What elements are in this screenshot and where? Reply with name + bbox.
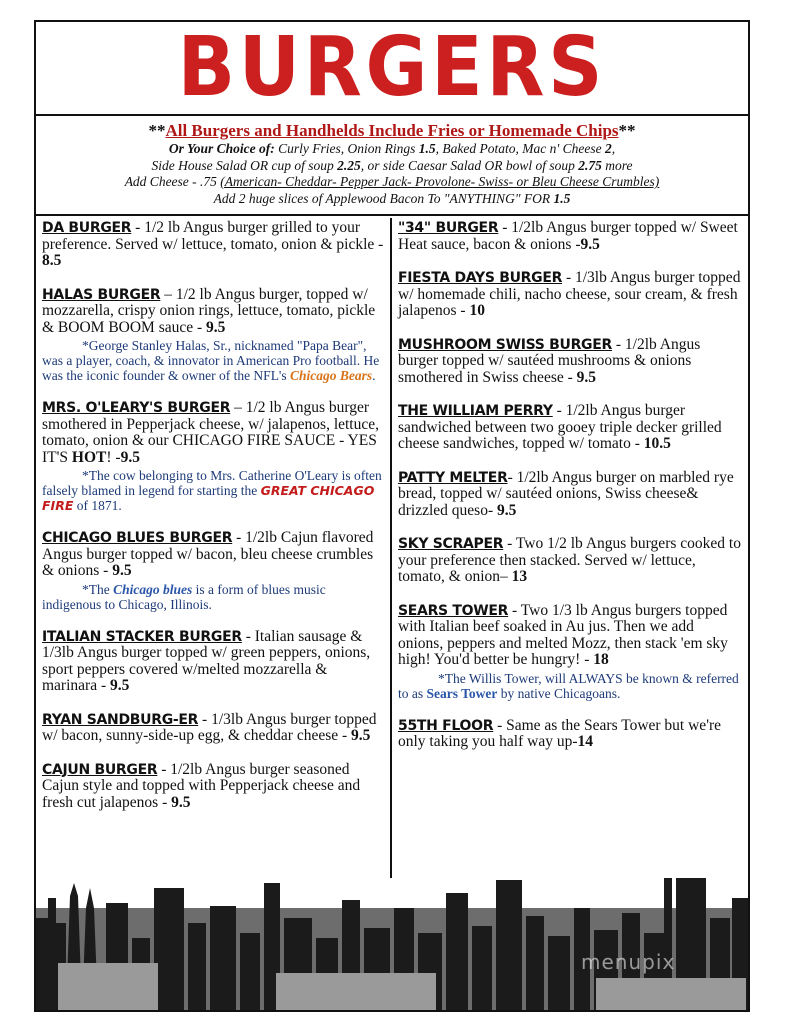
item-note: *The Chicago blues is a form of blues music indigenous to Chicago, Illinois. xyxy=(42,581,326,612)
info-headline: **All Burgers and Handhelds Include Fries or Homemade Chips** xyxy=(148,121,636,140)
menu-item-italian-stacker-burger: ITALIAN STACKER BURGER - Italian sausage & 1/3lb Angus burger topped w/ green peppers, onions, sport peppers covered w/melted mozzarella & marinara - 9.5 xyxy=(42,627,371,694)
watermark: menupix xyxy=(581,950,676,974)
city-skyline-image xyxy=(36,878,748,1010)
menu-item-34-burger: "34" BURGER - 1/2lb Angus burger topped w/ Sweet Heat sauce, bacon & onions -9.5 xyxy=(398,219,738,253)
menu-frame xyxy=(34,20,750,1012)
column-divider xyxy=(390,218,392,903)
info-line-4: Add 2 huge slices of Applewood Bacon To "ANYTHING" FOR 1.5 xyxy=(213,190,571,206)
menu-item-55th-floor: 55TH FLOOR - Same as the Sears Tower but we're only taking you half way up-14 xyxy=(398,716,722,750)
menu-item-cajun-burger: CAJUN BURGER - 1/2lb Angus burger seasoned Cajun style and topped with Pepperjack cheese and fresh cut jalapenos - 9.5 xyxy=(42,760,361,811)
item-note: *George Stanley Halas, Sr., nicknamed "Papa Bear", was a player, coach, & innovator in American Pro football. He was the iconic founder & owner of the NFL's Chicago Bears. xyxy=(42,338,380,383)
title-box xyxy=(36,22,748,116)
menu-item-ryan-sandburg-er: RYAN SANDBURG-ER - 1/3lb Angus burger topped w/ bacon, sunny-side-up egg, & cheddar cheese - 9.5 xyxy=(42,710,377,744)
menu-item-da-burger: DA BURGER - 1/2 lb Angus burger grilled to your preference. Served w/ lettuce, tomato, onion & pickle - 8.5 xyxy=(42,219,384,269)
menu-item-patty-melter: PATTY MELTER- 1/2lb Angus burger on marbled rye bread, topped w/ sautéed onions, Swiss cheese& drizzled queso- 9.5 xyxy=(398,468,734,519)
item-note: *The cow belonging to Mrs. Catherine O'Leary is often falsely blamed in legend for starting the GREAT CHICAGO FIRE of 1871. xyxy=(42,468,382,513)
info-block xyxy=(36,120,748,207)
info-line-3: Add Cheese - .75 (American- Cheddar- Pepper Jack- Provolone- Swiss- or Bleu Cheese Crumbles) xyxy=(124,174,660,189)
info-line-1: Or Your Choice of: Curly Fries, Onion Rings 1.5, Baked Potato, Mac n' Cheese 2, xyxy=(168,141,616,156)
left-column xyxy=(42,220,386,828)
menu-item-sears-tower: SEARS TOWER - Two 1/3 lb Angus burgers topped with Italian beef soaked in Au jus. Then we add onions, peppers and melted Mozz, then stack 'em sky high! You'd better be hungry! - 18 *The Willis Tower, will ALWAYS be known & referred to as Sears Tower by native Chicagoans. xyxy=(398,603,742,701)
info-line-2: Side House Salad OR cup of soup 2.25, or side Caesar Salad OR bowl of soup 2.75 more xyxy=(151,157,633,173)
menu-item-chicago-blues-burger: CHICAGO BLUES BURGER - 1/2lb Cajun flavored Angus burger topped w/ bacon, bleu cheese crumbles & onions - 9.5 *The Chicago blues is a form of blues music indigenous to Chicago, Illinois. xyxy=(42,530,386,612)
menu-item-sky-scraper: SKY SCRAPER - Two 1/2 lb Angus burgers cooked to your preference then stacked. Served w/ lettuce, tomato, & onion– 13 xyxy=(398,535,741,585)
page-title: BURGERS xyxy=(177,20,607,115)
menu-item-halas-burger: HALAS BURGER – 1/2 lb Angus burger, topped w/ mozzarella, crispy onion rings, lettuce, tomato, pickle & BOOM BOOM sauce - 9.5 *George Stanley Halas, Sr., nicknamed "Papa Bear", was a player, coach, & innovator in American Pro football. He was the iconic founder & owner of the NFL's Chicago Bears. xyxy=(42,287,386,384)
info-divider xyxy=(36,214,748,216)
menu-item-mrs-olearys-burger: MRS. O'LEARY'S BURGER – 1/2 lb Angus burger smothered in Pepperjack cheese, w/ jalapenos, lettuce, tomato, onion & our CHICAGO FIRE SAUCE - YES IT'S HOT! -9.5 *The cow belonging to Mrs. Catherine O'Leary is often falsely blamed in legend for starting the GREAT CHICAGO FIRE of 1871. xyxy=(42,400,386,513)
menu-item-mushroom-swiss-burger: MUSHROOM SWISS BURGER - 1/2lb Angus burger topped w/ sautéed mushrooms & onions smothered in Swiss cheese - 9.5 xyxy=(398,335,701,386)
menu-item-the-william-perry: THE WILLIAM PERRY - 1/2lb Angus burger sandwiched between two gooey triple decker grilled cheese sandwiches, topped w/ tomato - 10.5 xyxy=(398,402,722,452)
item-note: *The Willis Tower, will ALWAYS be known & referred to as Sears Tower by native Chicagoans. xyxy=(398,670,739,701)
right-column xyxy=(398,220,742,768)
menu-item-fiesta-days-burger: FIESTA DAYS BURGER - 1/3lb Angus burger topped w/ homemade chili, nacho cheese, sour cream, & fresh jalapenos - 10 xyxy=(398,269,741,319)
